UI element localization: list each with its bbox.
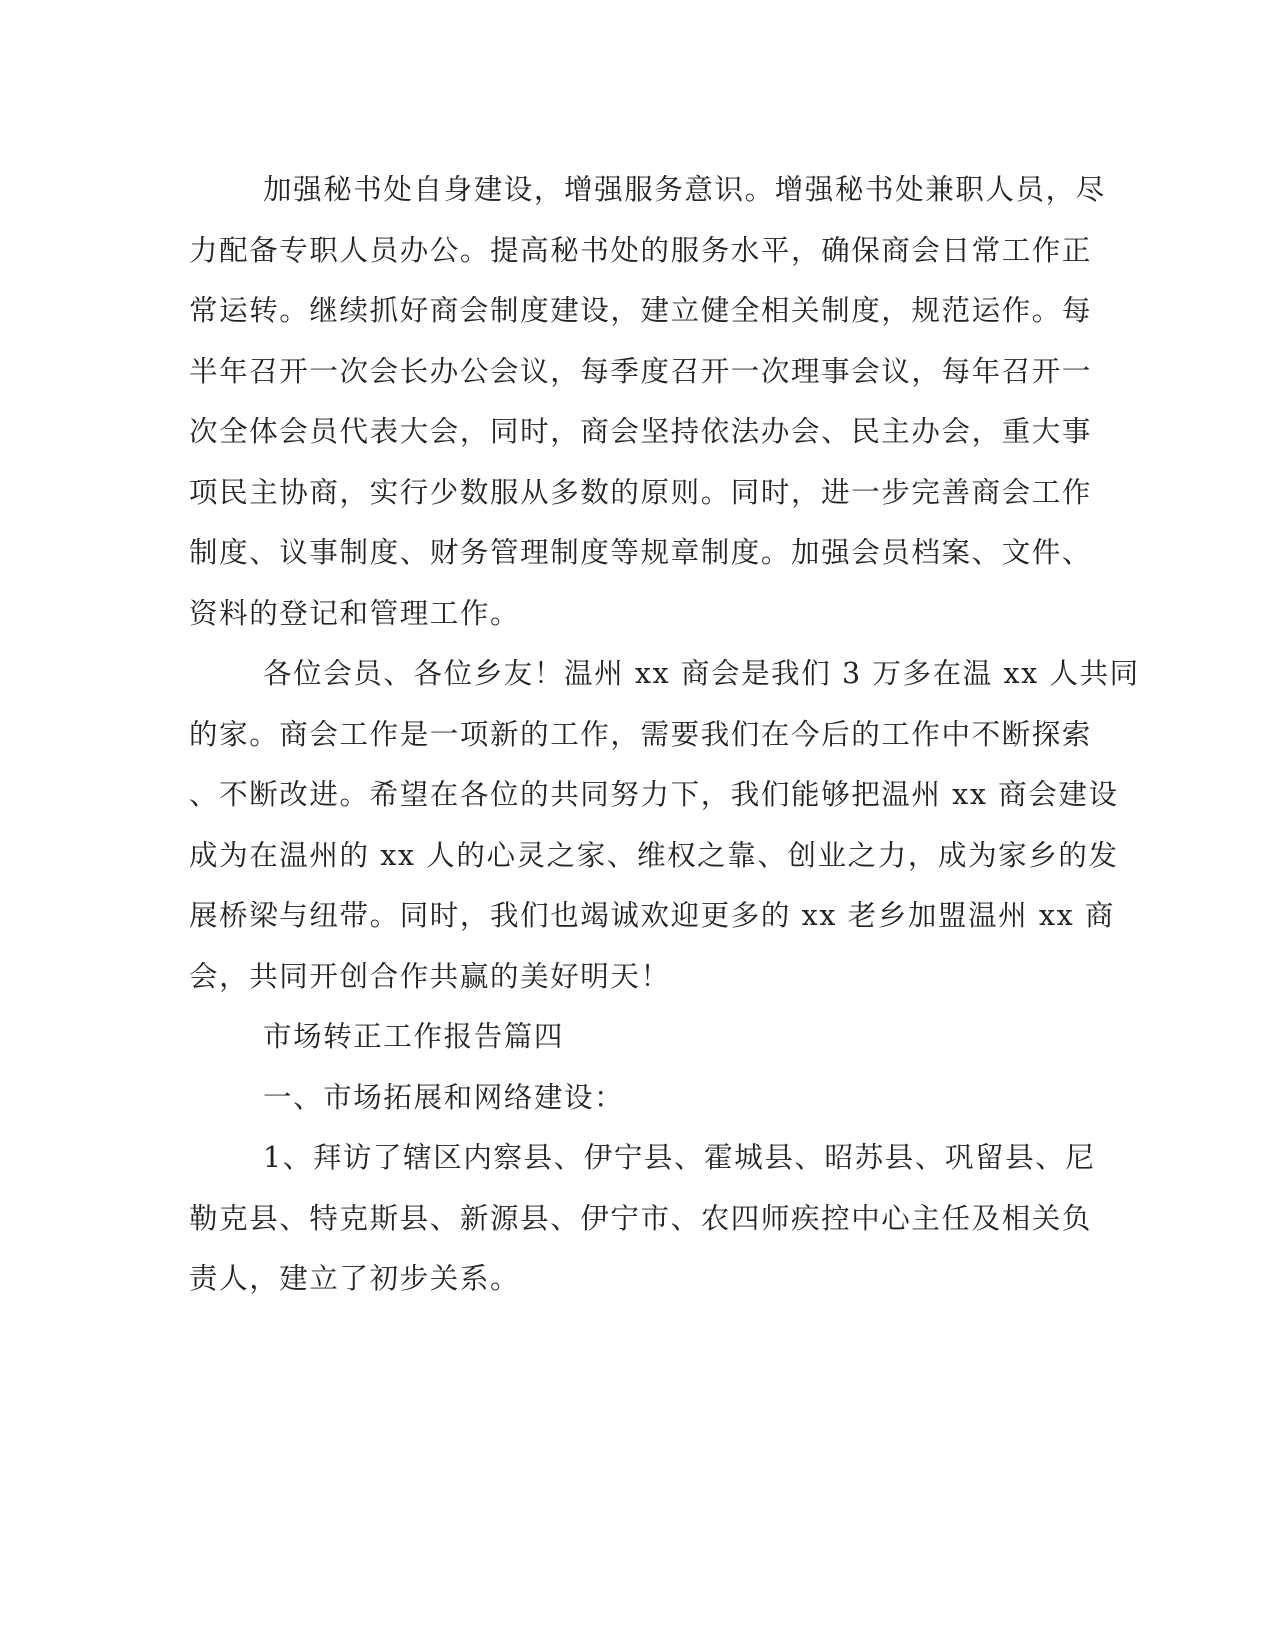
paragraph-line: 制度、议事制度、财务管理制度等规章制度。加强会员档案、文件、 [189, 536, 1093, 569]
paragraph-line: 各位会员、各位乡友！温州 xx 商会是我们 3 万多在温 xx 人共同 [263, 657, 1140, 690]
paragraph-line: 半年召开一次会长办公会议，每季度召开一次理事会议，每年召开一 [189, 354, 1093, 388]
paragraph-line: 成为在温州的 xx 人的心灵之家、维权之靠、创业之力，成为家乡的发 [189, 838, 1119, 872]
paragraph-line: 展桥梁与纽带。同时，我们也竭诚欢迎更多的 xx 老乡加盟温州 xx 商 [189, 899, 1116, 932]
paragraph-line: 项民主协商，实行少数服从多数的原则。同时，进一步完善商会工作 [189, 475, 1093, 509]
paragraph-line: 次全体会员代表大会，同时，商会坚持依法办会、民主办会，重大事 [189, 415, 1093, 448]
paragraph-line: 资料的登记和管理工作。 [189, 596, 521, 630]
paragraph-line: 1、拜访了辖区内察县、伊宁县、霍城县、昭苏县、巩留县、尼 [263, 1141, 1096, 1174]
paragraph-line: 会，共同开创合作共赢的美好明天！ [189, 959, 671, 993]
paragraph-line: 、不断改进。希望在各位的共同努力下，我们能够把温州 xx 商会建设 [189, 778, 1119, 811]
section-heading: 市场转正工作报告篇四 [263, 1020, 565, 1053]
paragraph-line: 力配备专职人员办公。提高秘书处的服务水平，确保商会日常工作正 [189, 233, 1093, 267]
paragraph-line: 加强秘书处自身建设，增强服务意识。增强秘书处兼职人员，尽 [263, 173, 1106, 206]
paragraph-line: 责人，建立了初步关系。 [189, 1262, 521, 1295]
paragraph-line: 勒克县、特克斯县、新源县、伊宁市、农四师疾控中心主任及相关负 [189, 1201, 1093, 1235]
paragraph-line: 的家。商会工作是一项新的工作，需要我们在今后的工作中不断探索 [189, 717, 1093, 751]
subsection-heading: 一、市场拓展和网络建设： [263, 1080, 625, 1114]
paragraph-line: 常运转。继续抓好商会制度建设，建立健全相关制度，规范运作。每 [189, 294, 1093, 327]
document-body [189, 160, 1140, 1310]
